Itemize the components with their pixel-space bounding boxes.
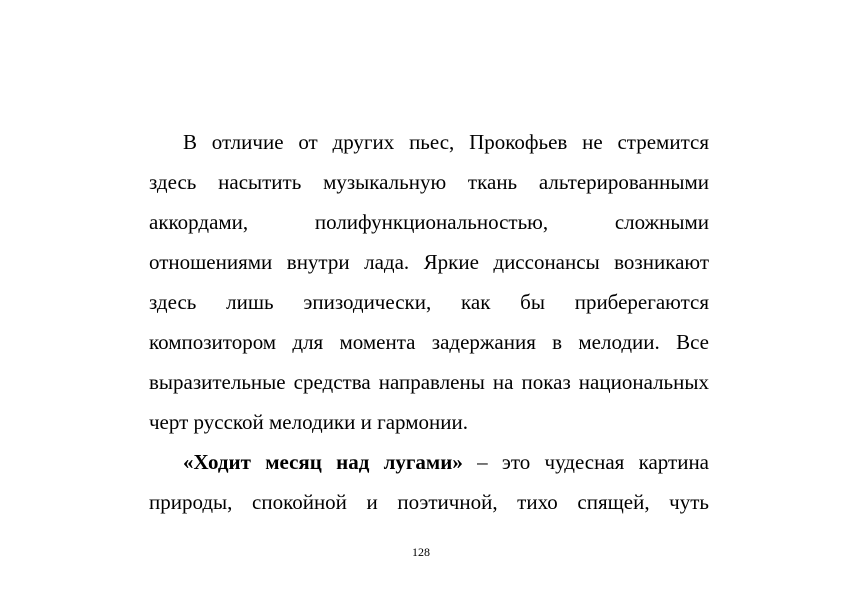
text-fragment: – это чудесная картина xyxy=(462,450,710,474)
text-line: отношениями внутри лада. Яркие диссонансы возникают xyxy=(149,250,709,274)
paragraph-2 xyxy=(149,442,709,522)
text-line: В отличие от других пьес, Прокофьев не стремится xyxy=(183,130,709,154)
text-line: черт русской мелодики и гармонии. xyxy=(149,410,468,434)
text-line: природы, спокойной и поэтичной, тихо спящей, чуть xyxy=(149,490,709,514)
body-text xyxy=(149,122,709,522)
text-line: здесь лишь эпизодически, как бы приберегаются xyxy=(149,290,709,314)
text-line: здесь насытить музыкальную ткань альтерированными xyxy=(149,170,709,194)
paragraph-1 xyxy=(149,122,709,442)
text-line: композитором для момента задержания в мелодии. Все xyxy=(149,330,709,354)
text-line: аккордами, полифункциональностью, сложными xyxy=(149,210,709,234)
page-number: 128 xyxy=(412,545,430,559)
piece-title: «Ходит месяц над лугами» xyxy=(183,450,463,474)
text-line: выразительные средства направлены на показ национальных xyxy=(149,370,709,394)
text-line xyxy=(149,442,709,482)
